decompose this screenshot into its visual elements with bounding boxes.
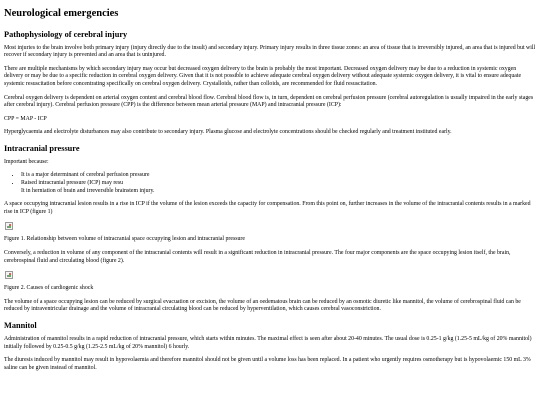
paragraph: Hyperglycaemia and electrolyte disturbances may also contribute to secondary injury. Plasma glucose and electrolyte concentrations should be checked regularly and treatment instituted early. — [4, 129, 452, 136]
list-item-text: • Raised intracranial pressure (ICP) may resu — [21, 180, 124, 187]
figure-1-broken-image-icon — [5, 222, 13, 230]
list-intro: Important because: — [4, 158, 49, 165]
list-item-continuation: It in herniation of brain and irreversible brainstem injury. — [21, 187, 155, 194]
cpp-formula: CPP = MAP - ICP — [4, 115, 47, 122]
section-heading-mannitol: Mannitol — [4, 320, 37, 330]
paragraph: Cerebral oxygen delivery is dependent on arterial oxygen content and cerebral blood flow. Cerebral blood flow is, in turn, dependent on cerebral perfusion pressure (cerebral autoregulation is usually impaired in the early stages after cerebral injury). Cerebral perfusion pressure (CPP) is the difference between mean arterial pressure (MAP) and intracranial pressure (ICP): — [4, 94, 534, 109]
figure-1-caption: Figure 1. Relationship between volume of intracranial space occupying lesion and intracranial pressure — [4, 236, 245, 243]
section-heading-intracranial-pressure: Intracranial pressure — [4, 143, 80, 153]
section-heading-pathophysiology: Pathophysiology of cerebral injury — [4, 29, 128, 39]
paragraph: Conversely, a reduction in volume of any component of the intracranial contents will result in a significant reduction in intracranial pressure. The four major components are the space occupying lesion itself, the brain, cerebrospinal fluid and circulating blood (figure 2). — [4, 250, 511, 264]
paragraph: The volume of a space occupying lesion can be reduced by surgical evacuation or excision, the volume of an oedematous brain can be reduced by an osmotic diuretic like mannitol, the volume of cerebrospinal fluid can be reduced by intraventricular drainage and the volume of intracranial circulating blood can be reduced by hyperventilation, which causes cerebral vasoconstriction. — [4, 298, 521, 313]
paragraph: The diuresis induced by mannitol may result in hypovolaemia and therefore mannitol should not be given until a volume loss has been replaced. In a patient who urgently requires osmotherapy but is hypovolaemic 150 mL 3% saline can be given instead of mannitol. — [4, 357, 531, 371]
list-item: • It is a major determinant of cerebral perfusion pressure — [21, 172, 536, 180]
importance-list — [4, 172, 536, 195]
figure-2-broken-image-icon — [5, 271, 13, 279]
figure-2-caption: Figure 2. Causes of cardiogenic shock — [4, 285, 94, 292]
paragraph: Most injuries to the brain involve both primary injury (injury directly due to the insult) and secondary injury. Primary injury results in three tissue zones: an area of tissue that is irreversibly injured, an area that is injured but will recover if secondary injury is prevented and an area that is uninjured. — [4, 44, 536, 59]
paragraph: Administration of mannitol results in a rapid reduction of intracranial pressure, which starts within minutes. The maximal effect is seen after about 20-40 minutes. The usual dose is 0.25-1 g/kg (1.25-5 mL/kg of 20% mannitol) initially followed by 0.25-0.5 g/kg (1.25-2.5 mL/kg of 20% mannitol) 6 hourly. — [4, 335, 532, 350]
list-item — [21, 180, 536, 195]
paragraph: A space occupying intracranial lesion results in a rise in ICP if the volume of the lesion exceeds the capacity for compensation. From this point on, further increases in the volume of the intracranial contents results in a marked rise in ICP (figure 1) — [4, 201, 531, 215]
paragraph: There are multiple mechanisms by which secondary injury may occur but decreased oxygen delivery to the brain is probably the most important. Decreased oxygen delivery may be due to a reduction in systemic oxygen delivery or may be due to a specific reduction in cerebral oxygen delivery. Given that it is not possible to achieve adequate cerebral oxygen delivery without adequate systemic oxygen delivery, it is vital to ensure adequate systemic resuscitation before concentrating specifically on cerebral oxygen delivery. Crystalloids, rather than colloids, are recommended for fluid resuscitation. — [4, 65, 522, 87]
page-title: Neurological emergencies — [4, 8, 119, 19]
